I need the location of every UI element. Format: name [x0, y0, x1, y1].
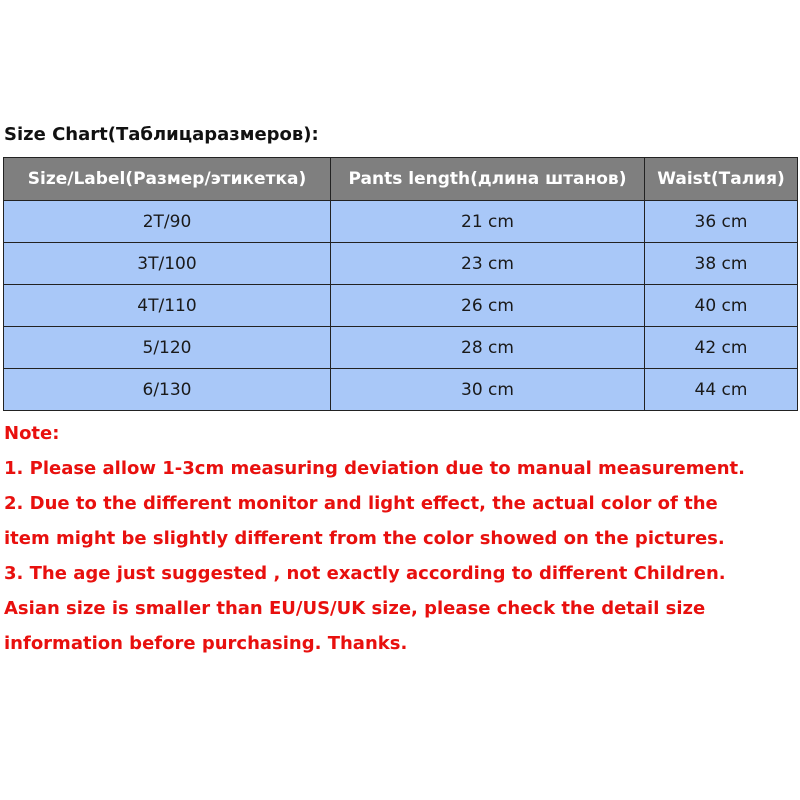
cell-size: 3T/100 — [4, 243, 331, 285]
note-line: 1. Please allow 1-3cm measuring deviation due to manual measurement. — [4, 458, 745, 479]
table-row — [4, 201, 798, 243]
size-table — [3, 157, 798, 411]
table-header-row — [4, 158, 798, 201]
note-line: 2. Due to the different monitor and light effect, the actual color of the — [4, 493, 718, 514]
cell-waist: 38 cm — [645, 243, 798, 285]
cell-size: 6/130 — [4, 369, 331, 411]
note-line: 3. The age just suggested , not exactly according to different Children. — [4, 563, 726, 584]
cell-waist: 40 cm — [645, 285, 798, 327]
table-row — [4, 369, 798, 411]
cell-size: 5/120 — [4, 327, 331, 369]
table-row — [4, 327, 798, 369]
notes-heading: Note: — [4, 423, 60, 444]
cell-size: 4T/110 — [4, 285, 331, 327]
table-row — [4, 285, 798, 327]
header-waist: Waist(Талия) — [645, 158, 798, 201]
cell-pants-length: 30 cm — [331, 369, 645, 411]
notes-section — [4, 416, 796, 661]
header-size-label: Size/Label(Размер/этикетка) — [4, 158, 331, 201]
header-pants-length: Pants length(длина штанов) — [331, 158, 645, 201]
note-line: Asian size is smaller than EU/US/UK size, please check the detail size — [4, 598, 706, 619]
cell-pants-length: 21 cm — [331, 201, 645, 243]
cell-waist: 42 cm — [645, 327, 798, 369]
cell-size: 2T/90 — [4, 201, 331, 243]
note-line: item might be slightly different from the color showed on the pictures. — [4, 528, 725, 549]
cell-pants-length: 23 cm — [331, 243, 645, 285]
cell-pants-length: 28 cm — [331, 327, 645, 369]
table-row — [4, 243, 798, 285]
cell-waist: 44 cm — [645, 369, 798, 411]
size-chart-title: Size Chart(Таблицаразмеров): — [4, 124, 319, 145]
note-line: information before purchasing. Thanks. — [4, 633, 408, 654]
cell-waist: 36 cm — [645, 201, 798, 243]
cell-pants-length: 26 cm — [331, 285, 645, 327]
